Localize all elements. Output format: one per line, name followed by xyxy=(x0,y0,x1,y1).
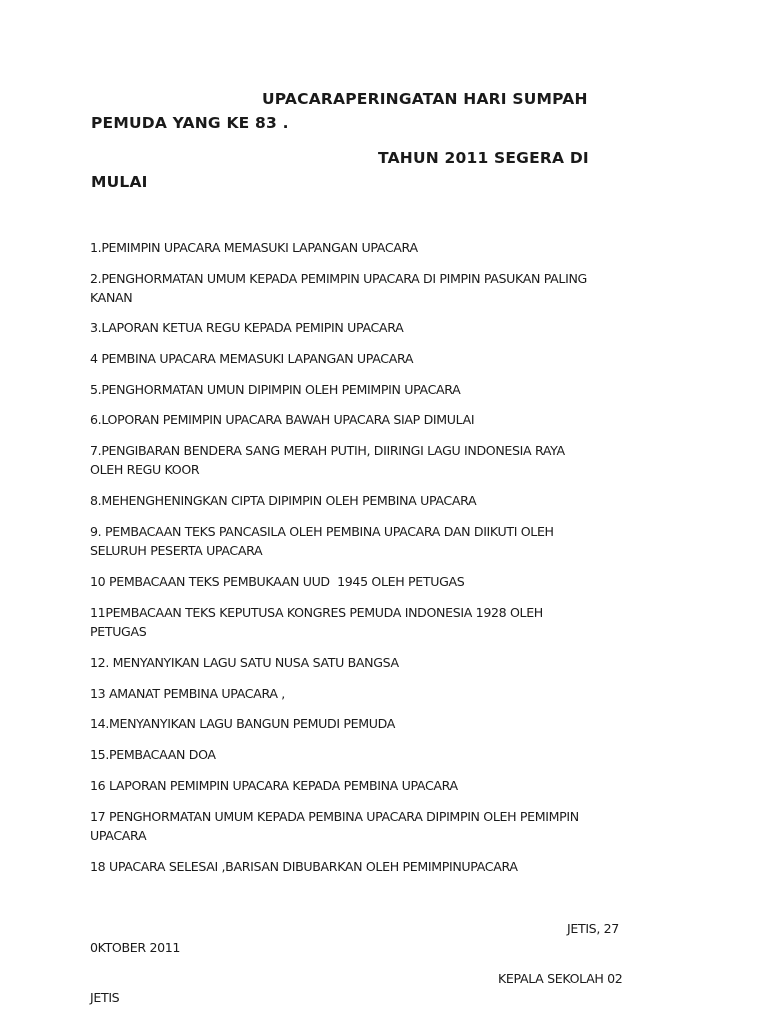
agenda-item-line: 3.LAPORAN KETUA REGU KEPADA PEMIPIN UPACARA xyxy=(90,320,404,335)
agenda-item-line: KANAN xyxy=(90,290,133,305)
agenda-item-line: 1.PEMIMPIN UPACARA MEMASUKI LAPANGAN UPACARA xyxy=(90,240,418,255)
agenda-item-line: 13 AMANAT PEMBINA UPACARA , xyxy=(90,686,285,701)
agenda-item xyxy=(90,857,518,876)
agenda-item xyxy=(90,441,565,479)
title-line-1: UPACARAPERINGATAN HARI SUMPAH xyxy=(262,90,588,108)
agenda-item-line: 4 PEMBINA UPACARA MEMASUKI LAPANGAN UPACARA xyxy=(90,351,414,366)
agenda-item-line: 18 UPACARA SELESAI ,BARISAN DIBUBARKAN OLEH PEMIMPINUPACARA xyxy=(90,859,518,874)
agenda-item-line: 5.PENGHORMATAN UMUN DIPIMPIN OLEH PEMIMPIN UPACARA xyxy=(90,382,461,397)
agenda-item xyxy=(90,776,458,795)
agenda-item xyxy=(90,807,579,845)
agenda-item-line: PETUGAS xyxy=(90,624,147,639)
agenda-item xyxy=(90,238,418,257)
agenda-item-line: 7.PENGIBARAN BENDERA SANG MERAH PUTIH, DIIRINGI LAGU INDONESIA RAYA xyxy=(90,443,565,458)
place-date-line-1: JETIS, 27 xyxy=(567,921,619,936)
agenda-item-line: 2.PENGHORMATAN UMUM KEPADA PEMIMPIN UPACARA DI PIMPIN PASUKAN PALING xyxy=(90,271,587,286)
title-line-4: MULAI xyxy=(91,173,148,191)
agenda-item xyxy=(90,380,460,399)
agenda-item xyxy=(90,269,587,307)
agenda-item-line: 14.MENYANYIKAN LAGU BANGUN PEMUDI PEMUDA xyxy=(90,716,396,731)
agenda-item-line: 16 LAPORAN PEMIMPIN UPACARA KEPADA PEMBINA UPACARA xyxy=(90,778,458,793)
agenda-item xyxy=(90,349,413,368)
agenda-item-line: 15.PEMBACAAN DOA xyxy=(90,747,216,762)
agenda-item-line: OLEH REGU KOOR xyxy=(90,462,200,477)
agenda-item xyxy=(90,491,476,510)
title-line-3: TAHUN 2011 SEGERA DI xyxy=(378,149,589,167)
agenda-item xyxy=(90,714,395,733)
agenda-item-line: UPACARA xyxy=(90,828,147,843)
agenda-item xyxy=(90,318,403,337)
title-line-2: PEMUDA YANG KE 83 . xyxy=(91,114,289,132)
signer-line-2: JETIS xyxy=(90,990,120,1005)
agenda-item-line: 8.MEHENGHENINGKAN CIPTA DIPIMPIN OLEH PEMBINA UPACARA xyxy=(90,493,477,508)
agenda-item-line: 12. MENYANYIKAN LAGU SATU NUSA SATU BANGSA xyxy=(90,655,399,670)
agenda-item xyxy=(90,745,216,764)
agenda-item-line: 6.LOPORAN PEMIMPIN UPACARA BAWAH UPACARA SIAP DIMULAI xyxy=(90,412,475,427)
signer-line-1: KEPALA SEKOLAH 02 xyxy=(498,971,623,986)
agenda-item xyxy=(90,653,399,672)
agenda-item xyxy=(90,522,554,560)
agenda-item xyxy=(90,684,285,703)
place-date-line-2: 0KTOBER 2011 xyxy=(90,940,181,955)
agenda-item-line: SELURUH PESERTA UPACARA xyxy=(90,543,263,558)
agenda-item-line: 17 PENGHORMATAN UMUM KEPADA PEMBINA UPACARA DIPIMPIN OLEH PEMIMPIN xyxy=(90,809,579,824)
agenda-item xyxy=(90,410,474,429)
agenda-item-line: 10 PEMBACAAN TEKS PEMBUKAAN UUD 1945 OLEH PETUGAS xyxy=(90,574,465,589)
agenda-item-line: 9. PEMBACAAN TEKS PANCASILA OLEH PEMBINA UPACARA DAN DIIKUTI OLEH xyxy=(90,524,554,539)
agenda-item-line: 11PEMBACAAN TEKS KEPUTUSA KONGRES PEMUDA INDONESIA 1928 OLEH xyxy=(90,605,543,620)
agenda-item xyxy=(90,603,543,641)
agenda-item xyxy=(90,572,464,591)
